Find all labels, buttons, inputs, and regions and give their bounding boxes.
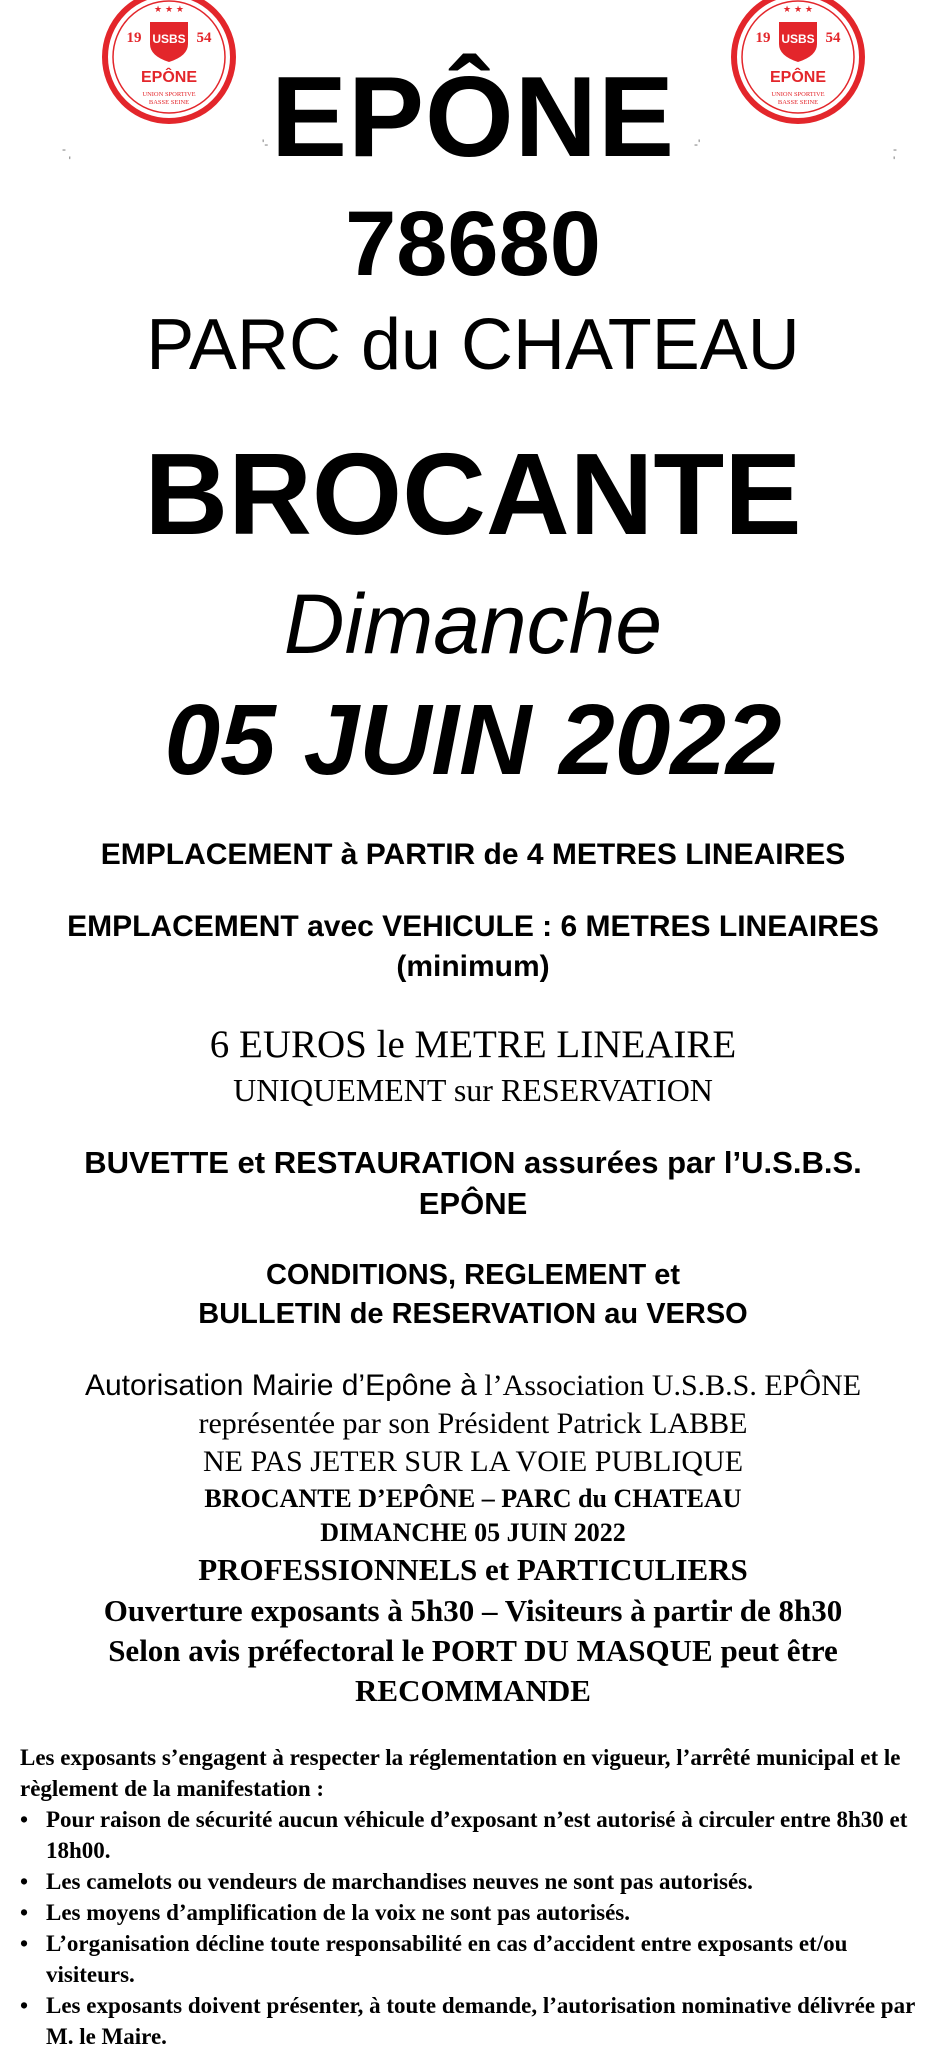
authorization-suffix: l’Association U.S.B.S. EPÔNE bbox=[476, 1369, 862, 1402]
svg-text:USBS: USBS bbox=[152, 32, 186, 46]
svg-text:BASSE SEINE: BASSE SEINE bbox=[148, 99, 190, 106]
rules-list bbox=[20, 1804, 930, 2048]
date-repeat-line: DIMANCHE 05 JUIN 2022 bbox=[320, 1518, 626, 1547]
buvette-text-cont: EPÔNE bbox=[418, 1186, 528, 1221]
event-title: BROCANTE bbox=[144, 429, 802, 559]
bullet-icon: • bbox=[20, 1869, 29, 1894]
placement-min-text: EMPLACEMENT à PARTIR de 4 METRES LINEAIRES bbox=[100, 838, 846, 871]
svg-text:UNION SPORTIVE: UNION SPORTIVE bbox=[771, 91, 825, 98]
svg-text:19: 19 bbox=[126, 30, 142, 46]
crop-mark: -' bbox=[694, 137, 701, 151]
svg-text:EPÔNE: EPÔNE bbox=[140, 69, 198, 86]
venue: PARC du CHATEAU bbox=[146, 305, 800, 385]
svg-text:54: 54 bbox=[196, 30, 212, 46]
bullet-icon: • bbox=[20, 1993, 29, 2018]
svg-text:54: 54 bbox=[825, 30, 841, 46]
mask-notice-line: Selon avis préfectoral le PORT DU MASQUE peut être bbox=[108, 1633, 838, 1668]
bullet-icon: • bbox=[20, 1900, 29, 1925]
price-text: 6 EUROS le METRE LINEAIRE bbox=[209, 1023, 737, 1066]
opening-hours-line: Ouverture exposants à 5h30 – Visiteurs à partir de 8h30 bbox=[103, 1593, 843, 1628]
mask-notice-line-cont: RECOMMANDE bbox=[355, 1673, 591, 1708]
rule-item bbox=[20, 1928, 930, 1990]
event-date: 05 JUIN 2022 bbox=[164, 684, 782, 796]
conditions-text: CONDITIONS, REGLEMENT et bbox=[265, 1259, 681, 1291]
svg-text:BASSE SEINE: BASSE SEINE bbox=[777, 99, 819, 106]
audience-line: PROFESSIONNELS et PARTICULIERS bbox=[198, 1552, 748, 1587]
president-line: représentée par son Président Patrick LABBE bbox=[198, 1407, 748, 1440]
authorization-prefix: Autorisation Mairie d’Epône à bbox=[84, 1369, 477, 1402]
rules-intro: Les exposants s’engagent à respecter la réglementation en vigueur, l’arrêté municipal et le règlement de la manifestation : bbox=[20, 1745, 901, 1801]
rules-section bbox=[20, 1742, 930, 2048]
town-title: EPÔNE bbox=[270, 54, 676, 181]
rule-text: L’organisation décline toute responsabilité en cas d’accident entre exposants et/ou visiteurs. bbox=[46, 1931, 848, 1987]
event-day: Dimanche bbox=[283, 577, 663, 671]
authorization-line bbox=[0, 1366, 946, 1406]
crop-mark: '- bbox=[262, 137, 269, 151]
postcode: 78680 bbox=[345, 193, 601, 295]
bullet-icon: • bbox=[20, 1931, 29, 1956]
rule-text: Les exposants doivent présenter, à toute demande, l’autorisation nominative délivrée par M. le Maire. bbox=[46, 1993, 915, 2048]
placement-vehicle-text: EMPLACEMENT avec VEHICULE : 6 METRES LINEAIRES bbox=[67, 910, 879, 943]
rule-text: Les camelots ou vendeurs de marchandises neuves ne sont pas autorisés. bbox=[46, 1869, 753, 1894]
conditions-text-cont: BULLETIN de RESERVATION au VERSO bbox=[198, 1298, 748, 1330]
buvette-text: BUVETTE et RESTAURATION assurées par l’U.S.B.S. bbox=[84, 1145, 862, 1180]
rule-item bbox=[20, 1866, 930, 1897]
svg-text:★ ★ ★: ★ ★ ★ bbox=[154, 5, 184, 15]
do-not-throw-line: NE PAS JETER SUR LA VOIE PUBLIQUE bbox=[202, 1445, 744, 1478]
placement-vehicle-note: (minimum) bbox=[396, 950, 550, 983]
reservation-text: UNIQUEMENT sur RESERVATION bbox=[233, 1072, 713, 1108]
svg-text:★ ★ ★: ★ ★ ★ bbox=[783, 5, 813, 15]
rule-item bbox=[20, 1990, 930, 2048]
svg-text:USBS: USBS bbox=[781, 32, 815, 46]
rule-text: Pour raison de sécurité aucun véhicule d’exposant n’est autorisé à circuler entre 8h30 et 18h00. bbox=[46, 1807, 908, 1863]
rule-item bbox=[20, 1897, 930, 1928]
rule-text: Les moyens d’amplification de la voix ne sont pas autorisés. bbox=[46, 1900, 630, 1925]
rule-item bbox=[20, 1804, 930, 1866]
event-repeat-line: BROCANTE D’EPÔNE – PARC du CHATEAU bbox=[204, 1484, 742, 1513]
crop-mark: - ' bbox=[62, 142, 71, 168]
svg-text:EPÔNE: EPÔNE bbox=[769, 69, 827, 86]
svg-text:19: 19 bbox=[755, 30, 771, 46]
bullet-icon: • bbox=[20, 1807, 29, 1832]
crop-mark: - ' bbox=[893, 142, 897, 168]
svg-text:UNION SPORTIVE: UNION SPORTIVE bbox=[142, 91, 196, 98]
